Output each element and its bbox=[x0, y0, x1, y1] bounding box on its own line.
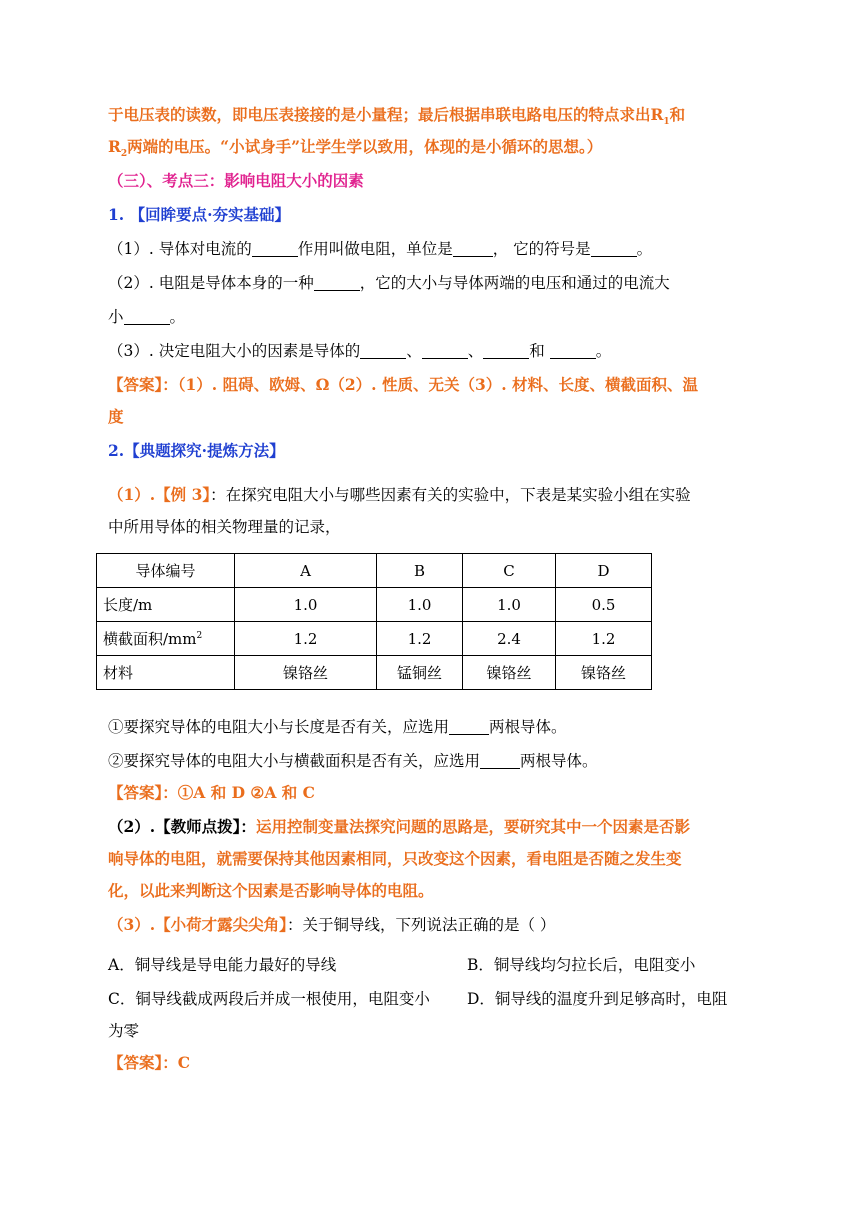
example-3-line-2: 中所用导体的相关物理量的记录， bbox=[108, 518, 341, 536]
table-cell: 镍铬丝 bbox=[463, 656, 556, 690]
table-cell: 1.2 bbox=[235, 622, 377, 656]
table-cell: 1.2 bbox=[377, 622, 463, 656]
table-row bbox=[97, 656, 652, 690]
teacher-tip-line-1: （2）.【教师点拨】：运用控制变量法探究问题的思路是，要研究其中一个因素是否影 bbox=[108, 817, 690, 836]
part2-heading: 2.【典题探究·提炼方法】 bbox=[108, 441, 285, 460]
answer-blank[interactable] bbox=[360, 342, 406, 359]
option-a[interactable]: A．铜导线是导电能力最好的导线 bbox=[108, 956, 337, 974]
answer-blank[interactable] bbox=[453, 240, 493, 257]
question-2: （2）. 电阻是导体本身的一种 ，它的大小与导体两端的电压和通过的电流大 bbox=[108, 274, 670, 292]
table-cell: 1.0 bbox=[377, 588, 463, 622]
example-3-line-1: （1）.【例 3】：在探究电阻大小与哪些因素有关的实验中，下表是某实验小组在实验 bbox=[108, 485, 691, 504]
table-header-cell: B bbox=[377, 554, 463, 588]
question-copper: （3）.【小荷才露尖尖角】：关于铜导线，下列说法正确的是（ ） bbox=[108, 915, 556, 934]
table-cell: 横截面积$/mm^2$ bbox=[97, 622, 235, 656]
table-cell: 2.4 bbox=[463, 622, 556, 656]
table-cell: 镍铬丝 bbox=[556, 656, 652, 690]
part1-heading: 1. 【回眸要点·夯实基础】 bbox=[108, 205, 290, 224]
table-header-row bbox=[97, 554, 652, 588]
table-cell: 长度/m bbox=[97, 588, 235, 622]
conductor-table bbox=[96, 553, 652, 690]
answer-blank[interactable] bbox=[252, 240, 298, 257]
table-header-cell: A bbox=[235, 554, 377, 588]
option-d[interactable]: D．铜导线的温度升到足够高时，电阻 bbox=[467, 990, 728, 1008]
option-c[interactable]: C．铜导线截成两段后并成一根使用，电阻变小 bbox=[108, 990, 430, 1008]
copper-answer: 【答案】：C bbox=[108, 1053, 191, 1072]
sub-question-a: ①要探究导体的电阻大小与长度是否有关，应选用 两根导体。 bbox=[108, 718, 567, 736]
answer-blank[interactable] bbox=[314, 274, 360, 291]
question-1: （1）. 导体对电流的 作用叫做电阻，单位是 ， 它的符号是 。 bbox=[108, 240, 653, 258]
part1-answer: 【答案】：（1）. 阻碍、欧姆、Ω（2）. 性质、无关（3）. 材料、长度、横截面积、温 bbox=[108, 375, 699, 394]
question-3: （3）. 决定电阻大小的因素是导体的 、 、 和 。 bbox=[108, 342, 612, 360]
answer-blank[interactable] bbox=[591, 240, 637, 257]
answer-blank[interactable] bbox=[422, 342, 468, 359]
option-b[interactable]: B．铜导线均匀拉长后，电阻变小 bbox=[467, 956, 696, 974]
option-d-cont: 为零 bbox=[108, 1022, 140, 1040]
table-header-cell: 导体编号 bbox=[97, 554, 235, 588]
sub-question-b: ②要探究导体的电阻大小与横截面积是否有关，应选用 两根导体。 bbox=[108, 752, 598, 770]
answer-blank[interactable] bbox=[483, 342, 529, 359]
intro-line-1: 于电压表的读数，即电压表接接的是小量程；最后根据串联电路电压的特点求出$R_1$和 bbox=[108, 105, 686, 128]
teacher-tip-line-2: 响导体的电阻，就需要保持其他因素相同，只改变这个因素，看电阻是否随之发生变 bbox=[108, 849, 682, 868]
answer-blank[interactable] bbox=[480, 752, 520, 769]
table-cell: 镍铬丝 bbox=[235, 656, 377, 690]
part1-answer-cont: 度 bbox=[108, 407, 124, 426]
answer-blank[interactable] bbox=[124, 308, 170, 325]
table-cell: 1.0 bbox=[463, 588, 556, 622]
table-cell: 1.0 bbox=[235, 588, 377, 622]
teacher-tip-line-3: 化，以此来判断这个因素是否影响导体的电阻。 bbox=[108, 881, 434, 900]
table-cell: 锰铜丝 bbox=[377, 656, 463, 690]
answer-blank[interactable] bbox=[449, 718, 489, 735]
intro-line-2: $R_2$两端的电压。“小试身手”让学生学以致用，体现的是小循环的思想。） bbox=[108, 137, 603, 160]
table-cell: 0.5 bbox=[556, 588, 652, 622]
section-title: （三）、考点三：影响电阻大小的因素 bbox=[108, 171, 364, 190]
table-cell: 材料 bbox=[97, 656, 235, 690]
table-row bbox=[97, 588, 652, 622]
table-cell: 1.2 bbox=[556, 622, 652, 656]
question-2-cont: 小 。 bbox=[108, 308, 186, 326]
example-3-answer: 【答案】：①A 和 D ②A 和 C bbox=[108, 783, 315, 802]
answer-blank[interactable] bbox=[550, 342, 596, 359]
table-header-cell: D bbox=[556, 554, 652, 588]
table-row bbox=[97, 622, 652, 656]
table-header-cell: C bbox=[463, 554, 556, 588]
